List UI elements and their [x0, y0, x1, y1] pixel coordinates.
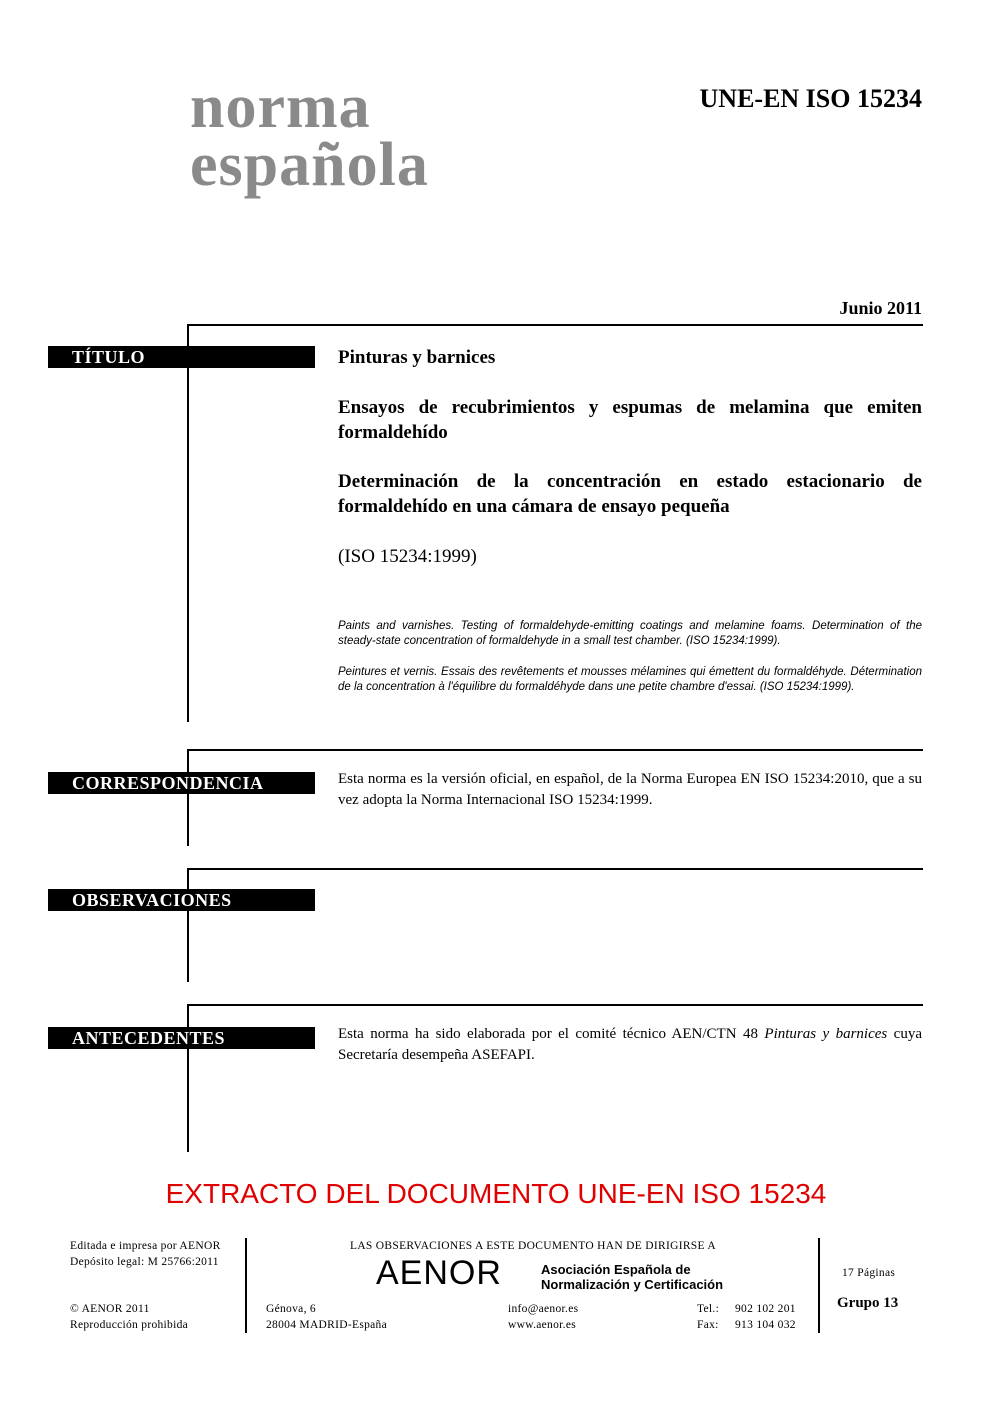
tel-number: 902 102 201 [735, 1303, 796, 1315]
phone-numbers [735, 1301, 796, 1333]
section-label-antecedentes: ANTECEDENTES [48, 1027, 315, 1049]
section-label-correspondencia: CORRESPONDENCIA [48, 772, 315, 794]
document-code: UNE-EN ISO 15234 [699, 84, 922, 113]
rights-info [70, 1301, 188, 1333]
reproduction-notice: Reproducción prohibida [70, 1319, 189, 1331]
title-sub-2: Determinación de la concentración en estado estacionario de formaldehído en una cámara de ensayo pequeña [338, 471, 922, 517]
title-main: Pinturas y barnices [338, 347, 496, 368]
aenor-full-name [541, 1262, 723, 1292]
aenor-name-line-1: Asociación Española de [541, 1262, 691, 1277]
section-vertical-rule [187, 324, 189, 722]
section-label-titulo: TÍTULO [48, 346, 315, 368]
title-sub-1: Ensayos de recubrimientos y espumas de melamina que emiten formaldehído [338, 397, 922, 443]
committee-name: Pinturas y barnices [764, 1026, 888, 1042]
online-contact [508, 1301, 578, 1333]
observations-header: LAS OBSERVACIONES A ESTE DOCUMENTO HAN DE DIRIGIRSE A [350, 1240, 716, 1252]
section-divider [188, 324, 923, 326]
legal-deposit: Depósito legal: M 25766:2011 [70, 1256, 219, 1268]
page-count: 17 Páginas [842, 1267, 896, 1279]
copyright: © AENOR 2011 [70, 1303, 150, 1315]
street-address: Génova, 6 [266, 1303, 316, 1315]
tel-label: Tel.: [697, 1303, 720, 1315]
footer-divider [818, 1238, 820, 1333]
english-title: Paints and varnishes. Testing of formaldehyde-emitting coatings and melamine foams. Determination of the steady-state concentration of formaldehyde in a small test chamber. (ISO 15234:1999). [338, 620, 922, 647]
fax-number: 913 104 032 [735, 1319, 796, 1331]
aenor-logo: AENOR [376, 1254, 502, 1292]
section-vertical-rule [187, 749, 189, 846]
brand-line-2: española [190, 131, 429, 199]
phone-labels [697, 1301, 719, 1333]
section-divider [188, 1004, 923, 1006]
edition-info [70, 1238, 221, 1270]
correspondencia-text: Esta norma es la versión oficial, en español, de la Norma Europea EN ISO 15234:2010, que a su vez adopta la Norma Internacional ISO 15234:1999. [338, 771, 922, 808]
french-title: Peintures et vernis. Essais des revêtements et mousses mélamines qui émettent du formaldéhyde. Détermination de la concentration à l'équilibre du formaldéhyde dans une petite chambre d'essai. (ISO 15234:1999). [338, 666, 922, 693]
email-link[interactable]: info@aenor.es [508, 1303, 579, 1315]
antecedentes-text-part: Esta norma ha sido elaborada por el comité técnico AEN/CTN 48 [338, 1026, 765, 1042]
antecedentes-text [338, 1024, 922, 1066]
brand-title [190, 73, 429, 199]
antecedentes-text-part: cuya Secretaría desempeña ASEFAPI. [338, 1026, 922, 1063]
edited-by: Editada e impresa por AENOR [70, 1240, 221, 1252]
section-divider [188, 868, 923, 870]
extract-notice: EXTRACTO DEL DOCUMENTO UNE-EN ISO 15234 [165, 1178, 827, 1209]
postal-address [266, 1301, 387, 1333]
aenor-name-line-2: Normalización y Certificación [541, 1277, 724, 1292]
fax-label: Fax: [697, 1319, 719, 1331]
publication-date: Junio 2011 [839, 298, 922, 318]
website-link[interactable]: www.aenor.es [508, 1319, 577, 1331]
section-label-observaciones: OBSERVACIONES [48, 889, 315, 911]
footer-divider [245, 1238, 247, 1333]
section-vertical-rule [187, 868, 189, 982]
city-address: 28004 MADRID-España [266, 1319, 388, 1331]
brand-line-1: norma [190, 73, 371, 141]
price-group: Grupo 13 [837, 1295, 899, 1311]
iso-reference: (ISO 15234:1999) [338, 546, 477, 567]
section-divider [188, 749, 923, 751]
